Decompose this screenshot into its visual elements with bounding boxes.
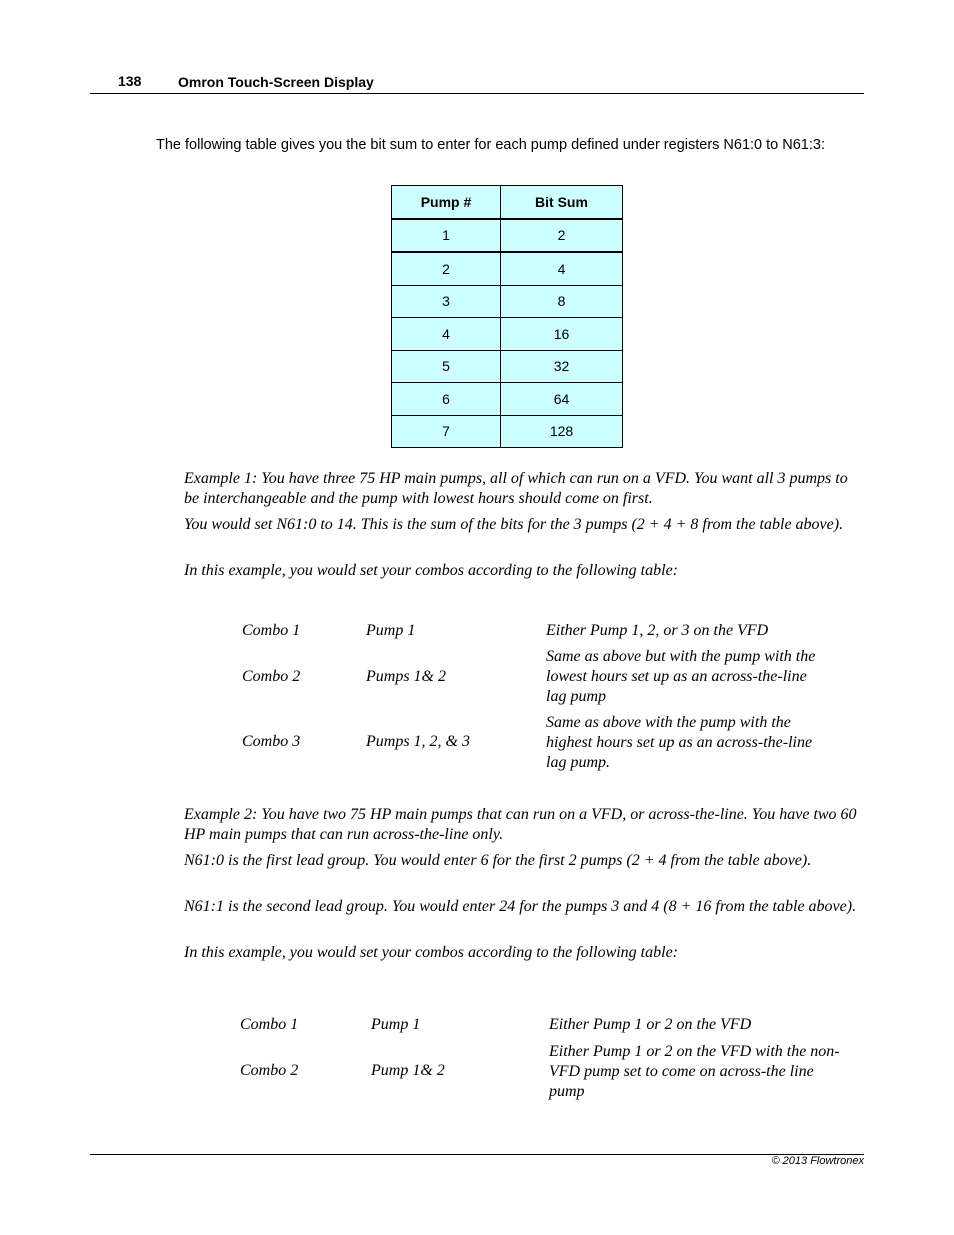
intro-paragraph: The following table gives you the bit sum to enter for each pump defined under registers N61:0 to N61:3: bbox=[156, 137, 825, 153]
footer-divider bbox=[90, 1154, 864, 1155]
combo-pumps: Pump 1 bbox=[371, 1016, 421, 1033]
table-row bbox=[392, 252, 623, 285]
page-number: 138 bbox=[118, 73, 142, 89]
column-header-pump: Pump # bbox=[392, 186, 501, 219]
bit-sum-cell: 2 bbox=[501, 219, 623, 253]
combo-label: Combo 1 bbox=[242, 622, 301, 639]
combo-pumps: Pumps 1, 2, & 3 bbox=[366, 733, 470, 750]
pump-cell: 3 bbox=[392, 285, 501, 318]
combo-pumps: Pump 1 bbox=[366, 622, 416, 639]
combo-label: Combo 3 bbox=[242, 733, 301, 750]
bit-sum-cell: 32 bbox=[501, 350, 623, 383]
pump-cell: 4 bbox=[392, 318, 501, 351]
table-row bbox=[392, 285, 623, 318]
combo-description: Either Pump 1 or 2 on the VFD bbox=[549, 1016, 752, 1033]
pump-cell: 1 bbox=[392, 219, 501, 253]
example2-paragraph: Example 2: You have two 75 HP main pumps that can run on a VFD, or across-the-line. You have two 60 HP main pumps that can run across-the-line only. bbox=[184, 806, 857, 843]
pump-cell: 5 bbox=[392, 350, 501, 383]
bit-sum-cell: 64 bbox=[501, 383, 623, 416]
column-header-bit-sum: Bit Sum bbox=[501, 186, 623, 219]
bit-sum-cell: 4 bbox=[501, 252, 623, 285]
pump-cell: 7 bbox=[392, 415, 501, 448]
table-row bbox=[392, 318, 623, 351]
bit-sum-table bbox=[391, 185, 623, 448]
example2-combos-intro: In this example, you would set your combos according to the following table: bbox=[184, 944, 678, 961]
combo-description: Same as above with the pump with the highest hours set up as an across-the-line lag pump. bbox=[546, 714, 813, 771]
table-row bbox=[392, 415, 623, 448]
example2-second-lead: N61:1 is the second lead group. You would enter 24 for the pumps 3 and 4 (8 + 16 from the table above). bbox=[184, 898, 857, 915]
copyright-footer: © 2013 Flowtronex bbox=[771, 1155, 864, 1167]
combo-description: Either Pump 1 or 2 on the VFD with the non-VFD pump set to come on across-the line pump bbox=[549, 1043, 840, 1100]
bit-sum-cell: 16 bbox=[501, 318, 623, 351]
table-row bbox=[392, 383, 623, 416]
combo-label: Combo 2 bbox=[240, 1062, 299, 1079]
table-row bbox=[392, 350, 623, 383]
combo-pumps: Pumps 1& 2 bbox=[366, 668, 446, 685]
bit-sum-cell: 8 bbox=[501, 285, 623, 318]
table-header-row bbox=[392, 186, 623, 219]
pump-cell: 6 bbox=[392, 383, 501, 416]
example1-explanation: You would set N61:0 to 14. This is the sum of the bits for the 3 pumps (2 + 4 + 8 from the table above). bbox=[184, 516, 844, 533]
example2-first-lead: N61:0 is the first lead group. You would enter 6 for the first 2 pumps (2 + 4 from the table above). bbox=[184, 852, 812, 869]
page-title: Omron Touch-Screen Display bbox=[178, 74, 374, 90]
table-row bbox=[392, 219, 623, 253]
combo-description: Same as above but with the pump with the lowest hours set up as an across-the-line lag pump bbox=[546, 648, 816, 705]
example1-combos-intro: In this example, you would set your combos according to the following table: bbox=[184, 562, 678, 579]
bit-sum-cell: 128 bbox=[501, 415, 623, 448]
example1-paragraph: Example 1: You have three 75 HP main pumps, all of which can run on a VFD. You want all 3 pumps to be interchangeable and the pump with lowest hours should come on first. bbox=[184, 470, 848, 507]
combo-pumps: Pump 1& 2 bbox=[371, 1062, 445, 1079]
combo-label: Combo 2 bbox=[242, 668, 301, 685]
pump-cell: 2 bbox=[392, 252, 501, 285]
page-header bbox=[90, 72, 864, 94]
combo-description: Either Pump 1, 2, or 3 on the VFD bbox=[546, 622, 769, 639]
combo-label: Combo 1 bbox=[240, 1016, 299, 1033]
